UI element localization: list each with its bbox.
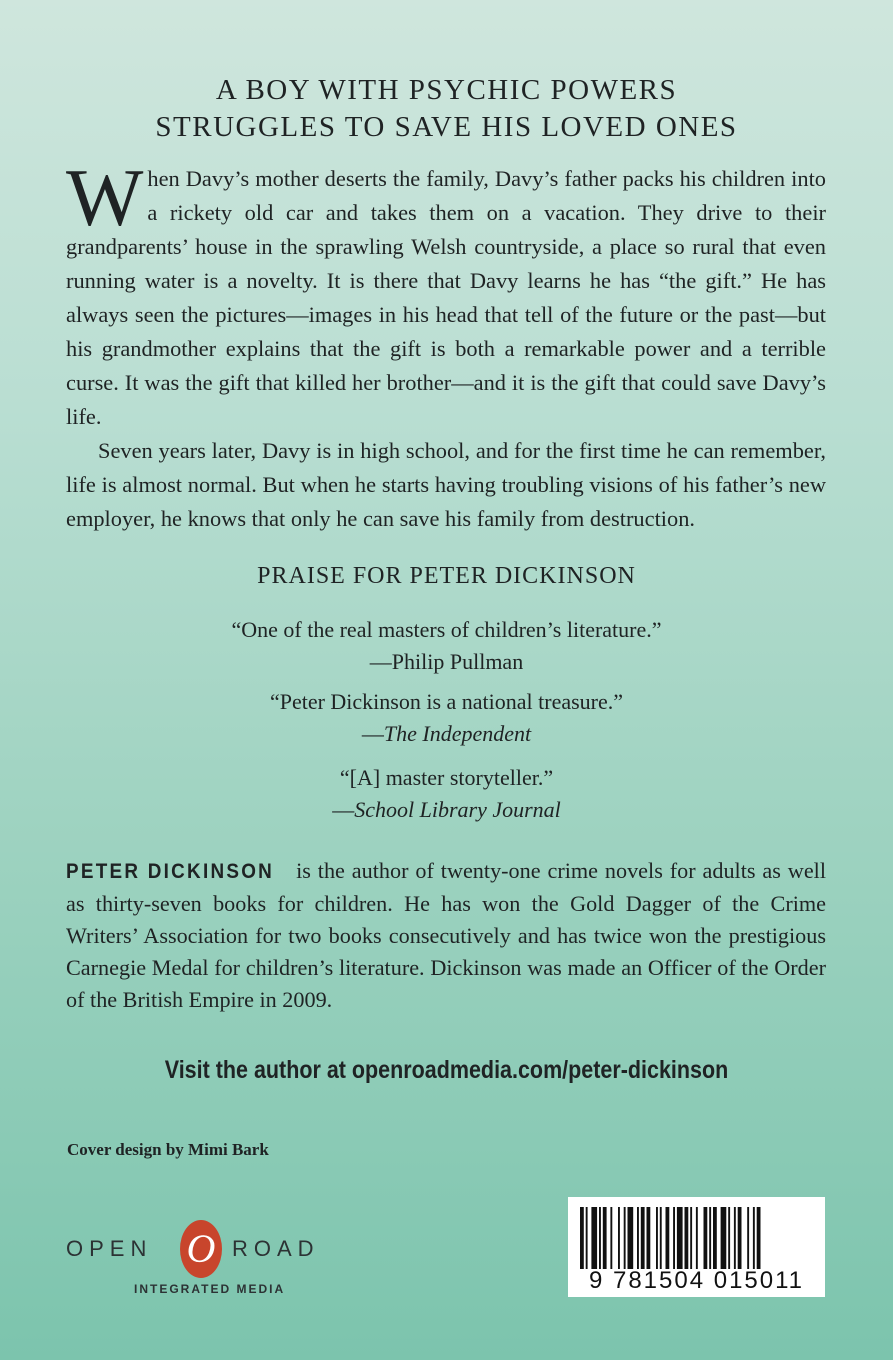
logo-tagline: INTEGRATED MEDIA bbox=[134, 1282, 286, 1296]
publisher-logo bbox=[60, 1218, 360, 1308]
author-website-line: Visit the author at openroadmedia.com/peter-dickinson bbox=[164, 1056, 729, 1084]
author-name: PETER DICKINSON bbox=[66, 860, 275, 883]
quote-text: “Peter Dickinson is a national treasure.” bbox=[269, 689, 624, 714]
praise-quote-2 bbox=[60, 686, 833, 750]
headline-line-1: A BOY WITH PSYCHIC POWERS bbox=[215, 74, 678, 106]
author-bio-text: is the author of twenty-one crime novels for adults as well as thirty-seven books for children. He has won the Gold Dagger of the Crime Writers’ Association for two books consecutively and has twice won the prestigious Carnegie Medal for children’s literature. Dickinson was made an Officer of the Order of the British Empire in 2009. bbox=[66, 858, 826, 1012]
drop-cap: W bbox=[66, 152, 144, 243]
logo-word-road: ROAD bbox=[232, 1236, 320, 1261]
quote-source bbox=[60, 718, 833, 750]
praise-heading: PRAISE FOR PETER DICKINSON bbox=[257, 563, 636, 589]
praise-quote-3 bbox=[60, 762, 833, 826]
quote-source bbox=[60, 794, 833, 826]
author-bio bbox=[66, 855, 826, 1016]
logo-emblem-icon bbox=[178, 1218, 224, 1280]
svg-text:O: O bbox=[186, 1226, 216, 1271]
quote-source-title: The Independent bbox=[383, 721, 532, 746]
quote-source-dash: — bbox=[361, 721, 384, 746]
logo-word-open: OPEN bbox=[66, 1236, 153, 1261]
quote-source-dash: — bbox=[332, 797, 355, 822]
quote-text: “One of the real masters of children’s literature.” bbox=[231, 617, 662, 642]
synopsis bbox=[66, 152, 826, 536]
quote-text: “[A] master storyteller.” bbox=[339, 765, 554, 790]
quote-source-title: School Library Journal bbox=[354, 797, 561, 822]
synopsis-paragraph-1-text: hen Davy’s mother deserts the family, Davy’s father packs his children into a rickety old car and takes them on a vacation. They drive to their grandparents’ house in the sprawling Welsh countryside, a place so rural that even running water is a novelty. It is there that Davy learns he has “the gift.” He has always seen the pictures—images in his head that tell of the future or the past—but his grandmother explains that the gift is both a remarkable power and a terrible curse. It was the gift that killed her brother—and it is the gift that could save Davy’s life. bbox=[66, 166, 826, 429]
cover-credit: Cover design by Mimi Bark bbox=[67, 1140, 269, 1159]
headline bbox=[60, 72, 833, 146]
isbn-number: 9 781504 015011 bbox=[588, 1267, 805, 1294]
synopsis-paragraph-1 bbox=[66, 152, 826, 434]
quote-source: —Philip Pullman bbox=[369, 649, 524, 674]
barcode-bars-icon bbox=[580, 1207, 813, 1269]
praise-quote-1 bbox=[60, 614, 833, 678]
isbn-barcode bbox=[568, 1197, 825, 1297]
synopsis-paragraph-2: Seven years later, Davy is in high school, and for the first time he can remember, life is almost normal. But when he starts having troubling visions of his father’s new employer, he knows that only he can save his family from destruction. bbox=[66, 438, 826, 531]
headline-line-2: STRUGGLES TO SAVE HIS LOVED ONES bbox=[155, 111, 738, 143]
